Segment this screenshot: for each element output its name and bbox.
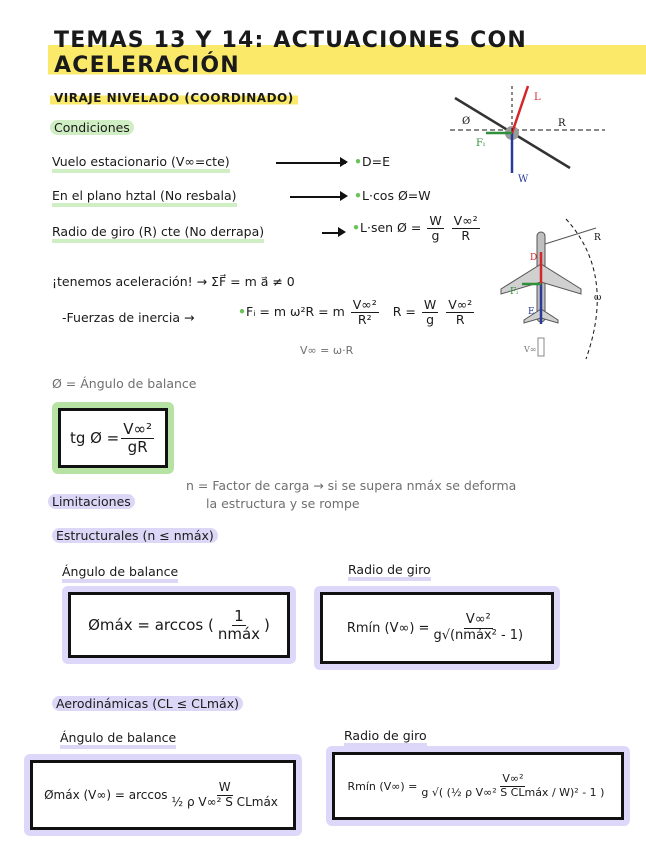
angulo-def: Ø = Ángulo de balance — [52, 376, 197, 391]
top-view-turn-diagram — [496, 214, 626, 364]
limitaciones-label: Limitaciones — [48, 494, 135, 509]
label-W: W — [518, 174, 529, 185]
aero-radio-box: Rmín (V∞) = $\frac{\text{V∞²}}{\text{g √( (½ ρ V∞² S CLmáx / W)² - 1 )}}$ — [332, 752, 624, 820]
velocity-arrow — [538, 338, 544, 356]
tg-formula-box: tg Ø = $\frac{\text{V∞²}}{gR}$ — [58, 408, 168, 468]
aceleracion-line: ¡tenemos aceleración! → ΣF⃗ = m a⃗ ≠ 0 — [52, 274, 295, 289]
inercia-left: -Fuerzas de inercia → — [62, 310, 195, 325]
radius-line — [545, 228, 596, 244]
arrow-2 — [290, 196, 344, 198]
aero-radio-glow — [326, 746, 630, 826]
radio-label-struct: Radio de giro — [348, 562, 431, 581]
struct-radio-box: Rmín (V∞) = $\frac{\text{V∞²}}{\text{g√(nmáx² - 1)}}$ — [320, 592, 554, 664]
aero-angle-box: Ømáx (V∞) = arccos $\frac{W}{\text{½ ρ V∞² S CLmáx}}$ — [30, 760, 296, 830]
arrow-1-head — [340, 157, 348, 167]
cond2-left: En el plano hztal (No resbala) — [52, 188, 237, 207]
label-L: L — [534, 92, 541, 103]
arrow-2-head — [340, 191, 348, 201]
label-D: D — [530, 253, 538, 263]
factor-line-1: n = Factor de carga → si se supera nmáx se deforma — [186, 478, 517, 493]
tg-formula-glow — [52, 402, 174, 474]
label-R-2: R — [594, 233, 601, 243]
angulo-label-struct: Ángulo de balance — [62, 564, 178, 583]
vinf-note: V∞ = ω·R — [300, 344, 354, 357]
aero-angle-glow — [24, 754, 302, 836]
label-R: R — [558, 118, 566, 129]
lift-vector — [512, 86, 528, 133]
label-phi: Ø — [462, 116, 471, 127]
label-Fi: Fᵢ — [476, 138, 485, 149]
cond3-left: Radio de giro (R) cte (No derrapa) — [52, 224, 264, 243]
condiciones-label: Condiciones — [50, 120, 134, 135]
cond1-left: Vuelo estacionario (V∞=cte) — [52, 154, 230, 173]
struct-radio-glow — [314, 586, 560, 670]
cond3-right: •L·sen Ø = $\frac{W}{g}$ $\frac{\text{V∞²}}{R}$ — [352, 213, 478, 243]
label-E: E — [528, 307, 535, 317]
page-title: TEMAS 13 Y 14: ACTUACIONES CON ACELERACIÓN — [48, 26, 646, 80]
struct-angle-box: Ømáx = arccos ( $\frac{1}{\text{nmáx}}$ ) — [68, 592, 290, 658]
arrow-1 — [276, 162, 346, 164]
cond1-right: •D=E — [354, 154, 390, 169]
inercia-formula: •Fᵢ = m ω²R = m $\frac{\text{V∞²}}{\text{R²}}$ R = $\frac{W}{g}$ $\frac{\text{V∞²}}{R}$ — [238, 297, 473, 327]
estructurales-label: Estructurales (n ≤ nmáx) — [52, 528, 218, 543]
section-heading-viraje: VIRAJE NIVELADO (COORDINADO) — [50, 90, 298, 106]
label-vinf: V∞ — [524, 345, 537, 354]
label-Fi-2: Fᵢ — [510, 287, 519, 297]
banked-turn-diagram — [440, 78, 610, 188]
factor-line-2: la estructura y se rompe — [206, 496, 360, 511]
struct-angle-glow — [62, 586, 296, 664]
radio-label-aero: Radio de giro — [344, 728, 427, 747]
aerodinamicas-label: Aerodinámicas (CL ≤ CLmáx) — [52, 696, 243, 711]
cond2-right: •L·cos Ø=W — [354, 188, 431, 203]
arrow-3-head — [338, 227, 346, 237]
label-omega: ω — [594, 293, 602, 303]
angulo-label-aero: Ángulo de balance — [60, 730, 176, 749]
